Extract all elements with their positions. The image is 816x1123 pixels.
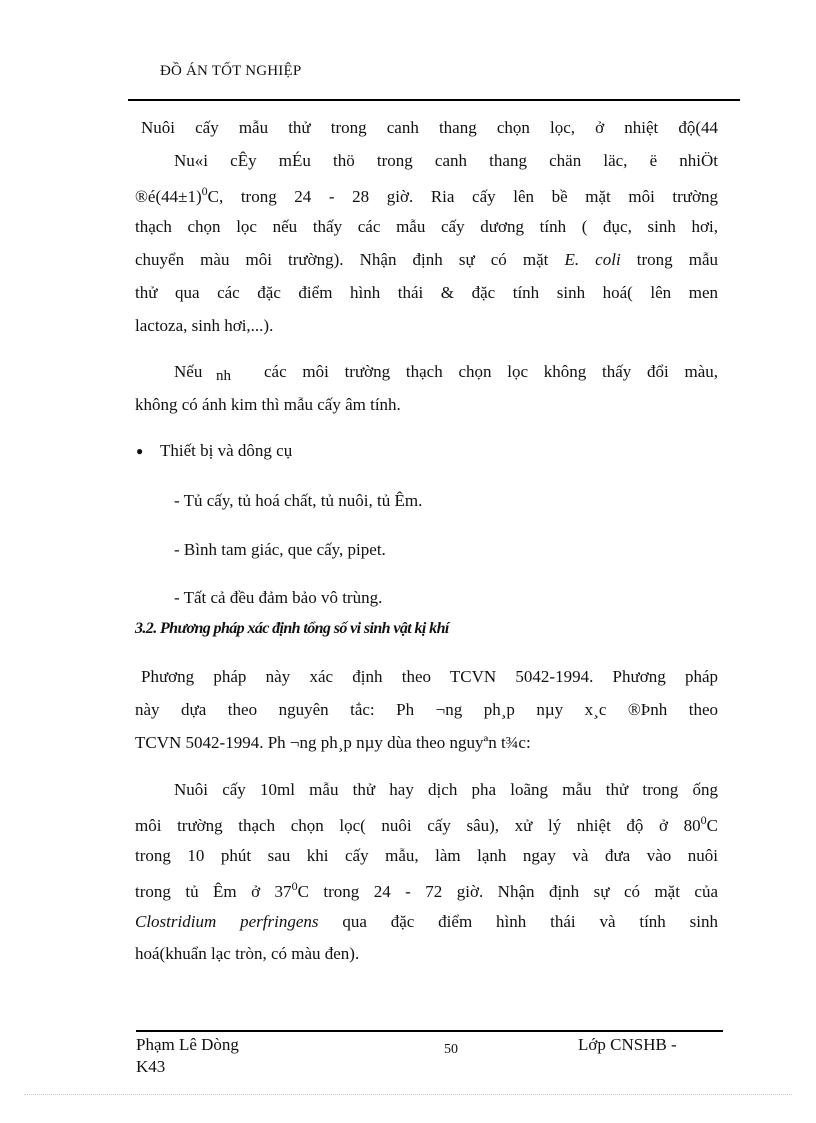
footer-class: Lớp CNSHB - <box>578 1035 677 1054</box>
text-line: hoá(khuẩn lạc tròn, có màu đen). <box>135 944 360 963</box>
section-heading: 3.2. Phương pháp xác định tổng số vi sinh vật kị khí <box>135 620 449 637</box>
text-line: không có ánh kim thì mẫu cấy âm tính. <box>135 395 401 414</box>
footer-author-class: K43 <box>136 1057 166 1076</box>
text-line: TCVN 5042-1994. Ph ¬ng ph¸p nµy dùa theo nguyªn t¾c: <box>135 733 531 752</box>
page-number: 50 <box>444 1042 458 1057</box>
text-line: Clostridium perfringens qua đặc điểm hình thái và tính sinh <box>135 912 718 931</box>
text-fragment: nh <box>216 368 231 384</box>
text-line: Phương pháp này xác định theo TCVN 5042-1994. Phương pháp <box>141 667 718 686</box>
text-line: các môi trường thạch chọn lọc không thấy đổi màu, <box>264 362 718 381</box>
text-line: trong 10 phút sau khi cấy mẫu, làm lạnh ngay và đưa vào nuôi <box>135 846 718 865</box>
list-item: - Tất cả đều đảm bảo vô trùng. <box>174 588 383 607</box>
bullet-icon: ● <box>136 444 144 458</box>
footer-author: Phạm Lê Dòng <box>136 1035 239 1054</box>
header-title: ĐỒ ÁN TỐT NGHIỆP <box>160 63 302 79</box>
text-line: Nuôi cấy 10ml mẫu thử hay dịch pha loãng mẫu thử trong ống <box>174 780 718 799</box>
text-line: trong tủ Êm ở $37^0C$ trong 24 - 72 giờ. Nhận định sự có mặt của <box>135 879 718 901</box>
bullet-title: Thiết bị và dông cụ <box>160 441 293 460</box>
footer-divider <box>136 1030 723 1032</box>
text-line: lactoza, sinh hơi,...). <box>135 316 274 335</box>
header-divider <box>128 99 740 101</box>
text-line: chuyển màu môi trường). Nhận định sự có mặt E. coli trong mẫu <box>135 250 719 269</box>
text-line: Nu«i cÊy mÉu thö trong canh thang chän läc, ë nhiÖt <box>174 151 718 170</box>
text-line: Nuôi cấy mẫu thử trong canh thang chọn lọc, ở nhiệt độ(44 <box>141 118 718 137</box>
text-line: này dựa theo nguyên tắc: Ph ¬ng ph¸p nµy x¸c ®Þnh theo <box>135 700 718 719</box>
page-edge-divider <box>24 1094 792 1095</box>
list-item: - Bình tam giác, que cấy, pipet. <box>174 540 386 559</box>
text-line: $®é(44\pm 1)^0C$, trong 24 - 28 giờ. Ria cấy lên bề mặt môi trường <box>135 184 718 206</box>
text-line: thử qua các đặc điểm hình thái & đặc tính sinh hoá( lên men <box>135 283 718 302</box>
text-line: môi trường thạch chọn lọc( nuôi cấy sâu), xử lý nhiệt độ ở $80^0C$ <box>135 813 718 835</box>
text-line: thạch chọn lọc nếu thấy các mẫu cấy dương tính ( đục, sinh hơi, <box>135 217 718 236</box>
list-item: - Tủ cấy, tủ hoá chất, tủ nuôi, tủ Êm. <box>174 491 423 510</box>
text-line: Nếu <box>174 362 203 381</box>
